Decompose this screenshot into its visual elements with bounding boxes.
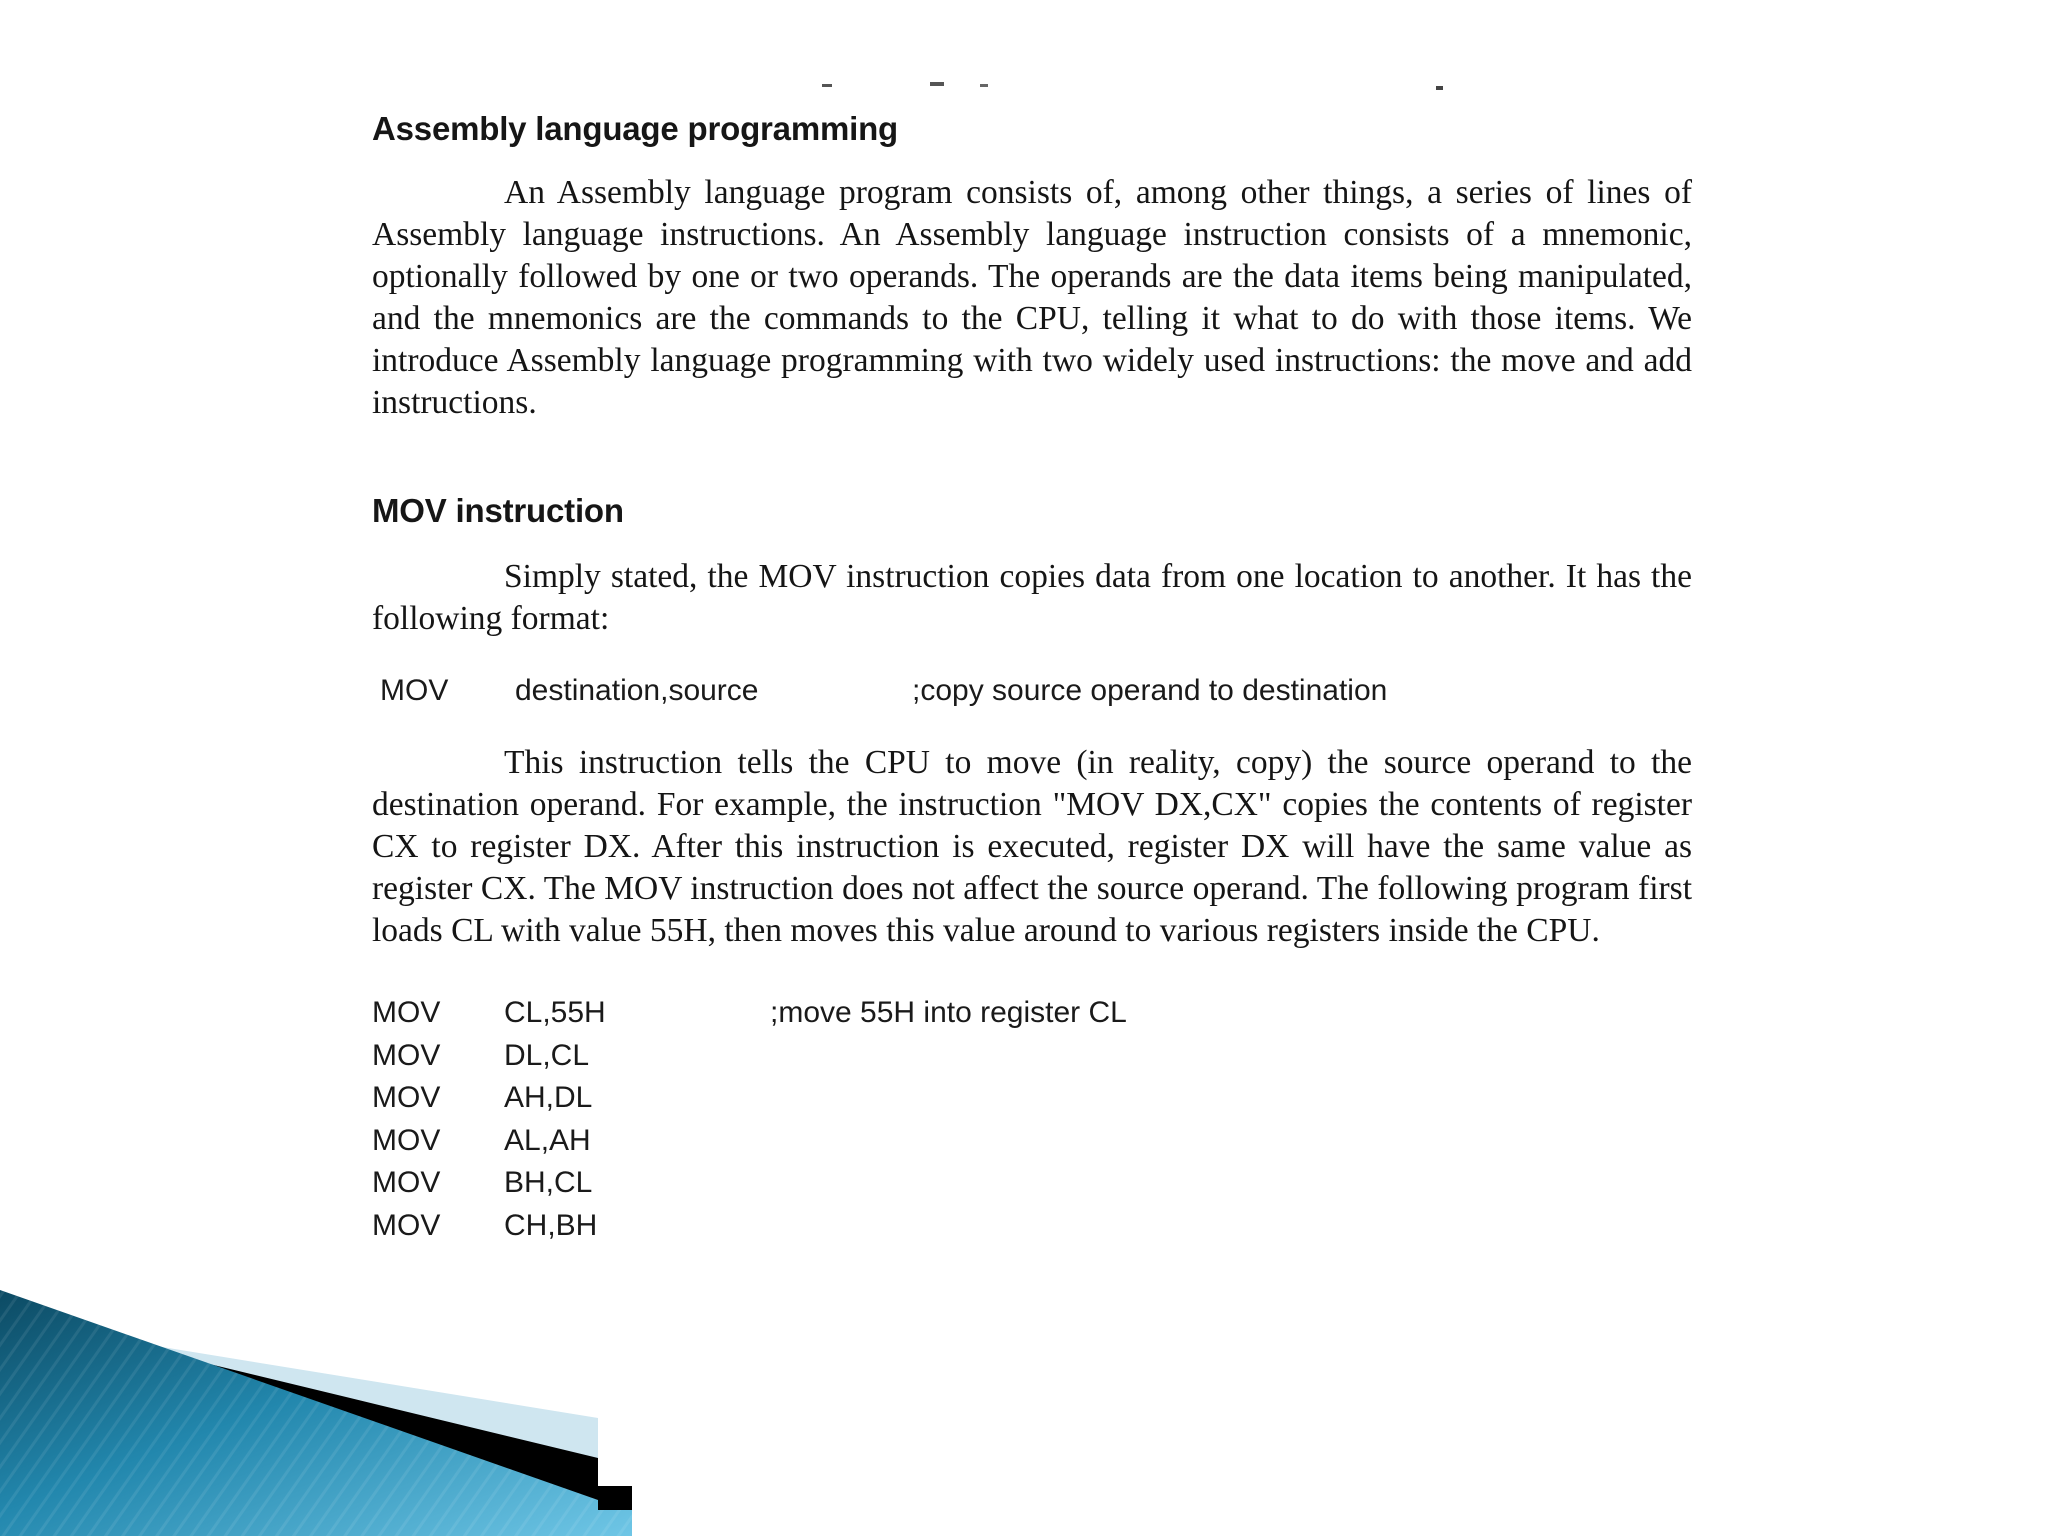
document-page: [372, 110, 1692, 1251]
format-operands: destination,source: [515, 674, 759, 707]
code-mnemonic: MOV: [372, 1166, 441, 1199]
code-mnemonic: MOV: [372, 996, 441, 1029]
corner-blue-wedge: [0, 1290, 632, 1536]
code-row: [372, 1209, 1692, 1252]
code-row: [372, 1124, 1692, 1167]
format-comment: ;copy source operand to destination: [912, 674, 1388, 707]
paragraph-mov-explanation: This instruction tells the CPU to move (in reality, copy) the source operand to the destination operand. For example, the instruction "MOV DX,CX" copies the contents of register CX to register DX. After this instruction is executed, register DX will have the same value as register CX. The MOV instruction does not affect the source operand. The following program first loads CL with value 55H, then moves this value around to various registers inside the CPU.: [372, 744, 1692, 949]
format-mnemonic: MOV: [380, 674, 449, 707]
scan-artifact-top: [370, 74, 1460, 92]
corner-blue-texture: [0, 1290, 632, 1536]
paragraph-mov-intro: Simply stated, the MOV instruction copies data from one location to another. It has the following format:: [372, 558, 1692, 637]
code-operands: AL,AH: [504, 1123, 591, 1157]
code-operands: CH,BH: [504, 1208, 598, 1242]
code-operands: CL,55H: [504, 996, 606, 1029]
paragraph-assembly-intro: An Assembly language program consists of, among other things, a series of lines of Assembly language instructions. An Assembly language instruction consists of a mnemonic, optionally followed by one or two operands. The operands are the data items being manipulated, and the mnemonics are the commands to the CPU, telling it what to do with those items. We introduce Assembly language programming with two widely used instructions: the move and add instructions.: [372, 174, 1692, 421]
code-mnemonic: MOV: [372, 1208, 441, 1242]
code-row: [372, 1166, 1692, 1209]
code-mnemonic: MOV: [372, 1123, 441, 1157]
code-listing: [372, 996, 1692, 1251]
code-operands: AH,DL: [504, 1081, 593, 1114]
mov-format-line: [372, 674, 1692, 714]
code-mnemonic: MOV: [372, 1038, 441, 1072]
code-row: [372, 1039, 1692, 1082]
corner-black-wedge: [90, 1335, 632, 1536]
code-comment: ;move 55H into register CL: [770, 996, 1127, 1029]
code-mnemonic: MOV: [372, 1081, 441, 1114]
code-operands: BH,CL: [504, 1166, 593, 1199]
code-row: [372, 996, 1692, 1039]
section-heading-mov: MOV instruction: [372, 492, 624, 529]
code-row: [372, 1081, 1692, 1124]
section-heading-assembly: Assembly language programming: [372, 110, 898, 147]
corner-light-wedge: [0, 1345, 598, 1536]
code-operands: DL,CL: [504, 1038, 590, 1072]
